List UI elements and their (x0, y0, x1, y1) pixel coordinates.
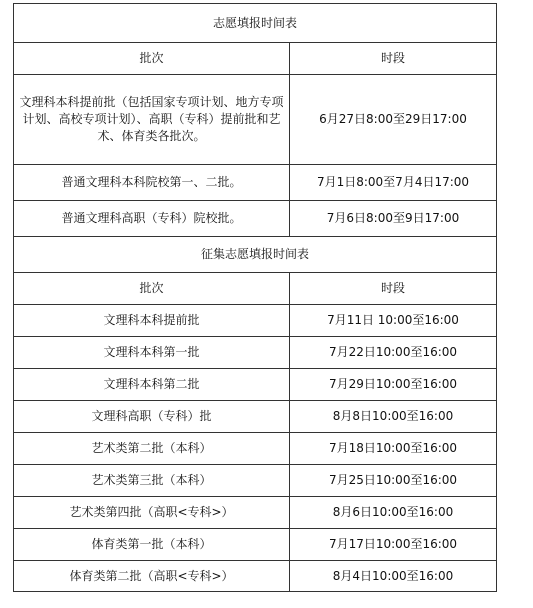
batch-cell: 文理科本科提前批（包括国家专项计划、地方专项计划、高校专项计划）、高职（专科）提前批和艺术、体育类各批次。 (14, 75, 290, 165)
table1-title: 志愿填报时间表 (14, 4, 497, 43)
table1-header-row (14, 43, 497, 75)
period-cell: 7月18日10:00至16:00 (290, 433, 497, 465)
batch-cell: 普通文理科本科院校第一、二批。 (14, 165, 290, 201)
period-cell: 8月4日10:00至16:00 (290, 561, 497, 592)
table1-col-batch-header: 批次 (14, 43, 290, 75)
period-cell: 7月6日8:00至9日17:00 (290, 201, 497, 237)
table1-col-period-header: 时段 (290, 43, 497, 75)
table-row (14, 529, 497, 561)
schedule-table (13, 3, 497, 592)
period-cell: 7月1日8:00至7月4日17:00 (290, 165, 497, 201)
period-cell: 8月6日10:00至16:00 (290, 497, 497, 529)
table-row (14, 561, 497, 592)
table2-col-period-header: 时段 (290, 273, 497, 305)
period-cell: 7月29日10:00至16:00 (290, 369, 497, 401)
period-cell: 8月8日10:00至16:00 (290, 401, 497, 433)
period-cell: 7月22日10:00至16:00 (290, 337, 497, 369)
table-row (14, 401, 497, 433)
table-row (14, 497, 497, 529)
batch-cell: 艺术类第四批（高职<专科>） (14, 497, 290, 529)
table-row (14, 369, 497, 401)
batch-cell: 文理科高职（专科）批 (14, 401, 290, 433)
batch-cell: 艺术类第三批（本科） (14, 465, 290, 497)
table-row (14, 465, 497, 497)
batch-cell: 文理科本科第一批 (14, 337, 290, 369)
batch-cell: 体育类第二批（高职<专科>） (14, 561, 290, 592)
batch-cell: 体育类第一批（本科） (14, 529, 290, 561)
batch-cell: 文理科本科提前批 (14, 305, 290, 337)
period-cell: 6月27日8:00至29日17:00 (290, 75, 497, 165)
schedule-document (13, 3, 496, 592)
table2-header-row (14, 273, 497, 305)
batch-cell: 文理科本科第二批 (14, 369, 290, 401)
period-cell: 7月17日10:00至16:00 (290, 529, 497, 561)
table1-title-row (14, 4, 497, 43)
table-row (14, 165, 497, 201)
table2-title-row (14, 237, 497, 273)
table-row (14, 75, 497, 165)
period-cell: 7月25日10:00至16:00 (290, 465, 497, 497)
period-cell: 7月11日 10:00至16:00 (290, 305, 497, 337)
table-row (14, 337, 497, 369)
table2-col-batch-header: 批次 (14, 273, 290, 305)
batch-cell: 普通文理科高职（专科）院校批。 (14, 201, 290, 237)
batch-cell: 艺术类第二批（本科） (14, 433, 290, 465)
table-row (14, 201, 497, 237)
table-row (14, 305, 497, 337)
table2-title: 征集志愿填报时间表 (14, 237, 497, 273)
table-row (14, 433, 497, 465)
